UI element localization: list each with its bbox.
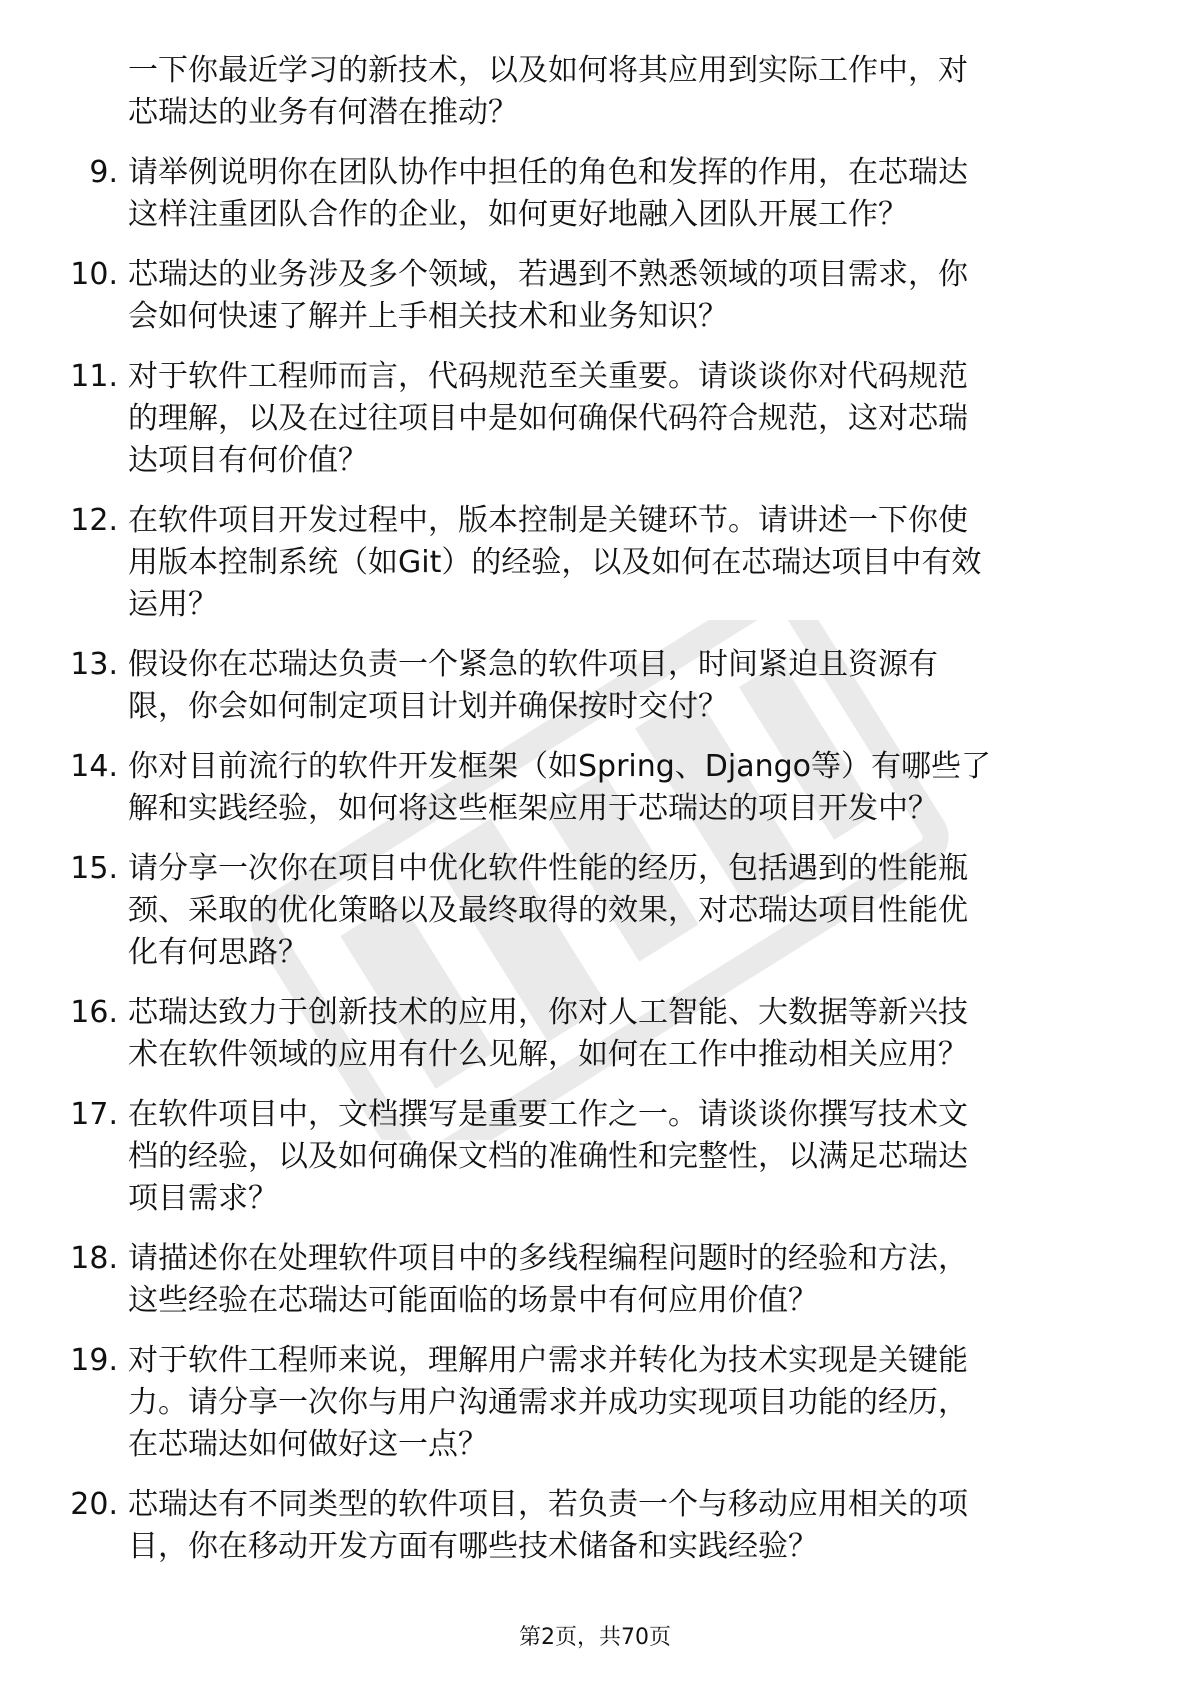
question-number: 13.: [70, 647, 118, 682]
question-item: [60, 992, 1130, 1076]
question-item: [60, 746, 1130, 830]
question-item: [60, 254, 1130, 338]
question-text: 对于软件工程师而言，代码规范至关重要。请谈谈你对代码规范 的理解，以及在过往项目中是如何确保代码符合规范，这对芯瑞 达项目有何价值？: [128, 359, 968, 478]
question-number: 17.: [70, 1097, 118, 1132]
question-number: 15.: [70, 851, 118, 886]
intro-paragraph: 一下你最近学习的新技术，以及如何将其应用到实际工作中，对 芯瑞达的业务有何潜在推动？: [128, 53, 968, 130]
question-item: [60, 1094, 1130, 1220]
question-item: [60, 152, 1130, 236]
question-number: 12.: [70, 503, 118, 538]
question-number: 18.: [70, 1241, 118, 1276]
question-item: [60, 1238, 1130, 1322]
page-footer: 第2页，共70页: [519, 1625, 671, 1650]
question-number: 16.: [70, 995, 118, 1030]
question-number: 20.: [70, 1487, 118, 1522]
question-text: 在软件项目中，文档撰写是重要工作之一。请谈谈你撰写技术文 档的经验，以及如何确保文档的准确性和完整性，以满足芯瑞达 项目需求？: [128, 1097, 968, 1216]
question-item: [60, 1340, 1130, 1466]
question-number: 11.: [70, 359, 118, 394]
question-number: 10.: [70, 257, 118, 292]
question-item: [60, 1484, 1130, 1568]
question-text: 你对目前流行的软件开发框架（如Spring、Django等）有哪些了 解和实践经验，如何将这些框架应用于芯瑞达的项目开发中？: [128, 749, 992, 826]
question-text: 对于软件工程师来说，理解用户需求并转化为技术实现是关键能 力。请分享一次你与用户沟通需求并成功实现项目功能的经历， 在芯瑞达如何做好这一点？: [128, 1343, 968, 1462]
question-number: 9.: [89, 155, 118, 190]
document-body: [60, 50, 1130, 1586]
question-item: [60, 848, 1130, 974]
question-text: 芯瑞达有不同类型的软件项目，若负责一个与移动应用相关的项 目，你在移动开发方面有哪些技术储备和实践经验？: [128, 1487, 968, 1564]
question-text: 请举例说明你在团队协作中担任的角色和发挥的作用，在芯瑞达 这样注重团队合作的企业，如何更好地融入团队开展工作？: [128, 155, 968, 232]
question-text: 请描述你在处理软件项目中的多线程编程问题时的经验和方法， 这些经验在芯瑞达可能面临的场景中有何应用价值？: [128, 1241, 968, 1318]
question-item: [60, 500, 1130, 626]
question-text: 在软件项目开发过程中，版本控制是关键环节。请讲述一下你使 用版本控制系统（如Git）的经验，以及如何在芯瑞达项目中有效 运用？: [128, 503, 982, 622]
question-number: 19.: [70, 1343, 118, 1378]
question-item: [60, 644, 1130, 728]
question-number: 14.: [70, 749, 118, 784]
question-item: [60, 356, 1130, 482]
question-text: 请分享一次你在项目中优化软件性能的经历，包括遇到的性能瓶 颈、采取的优化策略以及最终取得的效果，对芯瑞达项目性能优 化有何思路？: [128, 851, 968, 970]
question-text: 假设你在芯瑞达负责一个紧急的软件项目，时间紧迫且资源有 限，你会如何制定项目计划并确保按时交付？: [128, 647, 938, 724]
question-text: 芯瑞达致力于创新技术的应用，你对人工智能、大数据等新兴技 术在软件领域的应用有什么见解，如何在工作中推动相关应用？: [128, 995, 968, 1072]
question-text: 芯瑞达的业务涉及多个领域，若遇到不熟悉领域的项目需求，你 会如何快速了解并上手相关技术和业务知识？: [128, 257, 968, 334]
